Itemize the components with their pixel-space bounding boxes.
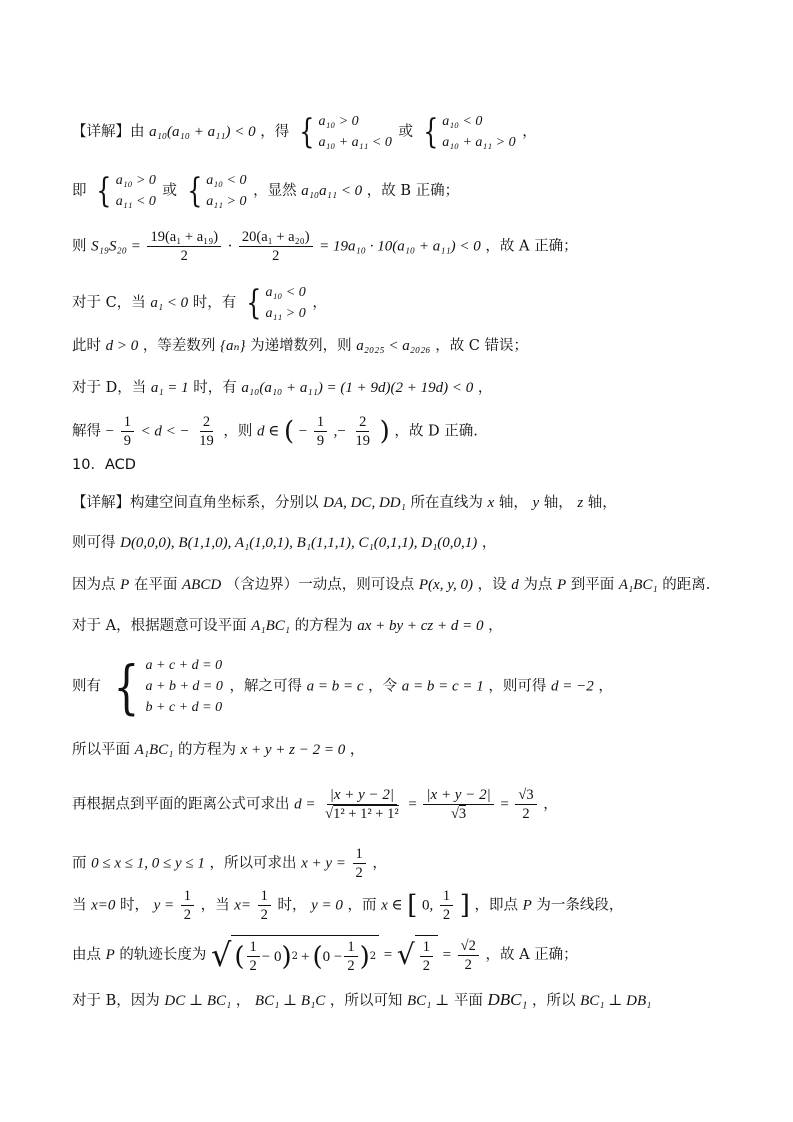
text: 所在直线为: [410, 495, 483, 511]
solution-line-5: [72, 336, 528, 356]
radicand: [415, 935, 438, 975]
text: 为递增数列，则: [250, 338, 352, 354]
math-expression: ABCD: [182, 577, 222, 593]
text: ，显然: [253, 183, 297, 199]
math-var: P: [556, 577, 567, 593]
left-paren: (: [283, 416, 295, 447]
denominator: 2: [249, 958, 257, 974]
text: ，故 C 错误；: [435, 338, 529, 354]
math-expression: x=: [234, 897, 251, 914]
case-row: a₁₁ < 0: [115, 194, 156, 209]
denominator: 19: [355, 433, 370, 449]
text: ，: [349, 742, 365, 758]
case-system: { a₁₀ < 0 a₁₁ > 0: [246, 283, 306, 323]
text: 到平面: [570, 577, 615, 593]
denominator: 2: [272, 248, 280, 264]
math-expression: A₁BC₁: [618, 577, 658, 593]
math-expression: BC₁ ⊥ DB₁: [580, 993, 652, 1009]
numerator: 2: [356, 413, 369, 432]
denominator: √1² + 1² + 1²: [325, 806, 399, 822]
radical-sign: √: [396, 938, 415, 971]
solution-line-9: [72, 493, 617, 513]
solution-line-19: [72, 990, 651, 1011]
detail-label: 【详解】构建空间直角坐标系，分别以: [72, 495, 319, 511]
numerator: 19(a₁ + a₁₉): [147, 228, 221, 247]
math-expression: DC ⊥ BC₁: [164, 993, 232, 1009]
math-expression: {aₙ}: [219, 338, 246, 354]
right-paren: ): [379, 416, 390, 447]
numerator: 1: [181, 887, 194, 906]
text: ，: [522, 124, 537, 140]
text: 则可得: [72, 535, 116, 551]
numerator: 1: [247, 938, 260, 957]
math-var: x: [487, 495, 495, 511]
text: （含边界）一动点，则可设点: [225, 577, 415, 593]
denominator: 19: [199, 433, 214, 449]
math-expression: a = b = c = 1: [401, 678, 484, 695]
text: ，所以: [532, 993, 576, 1009]
text: ，得: [260, 124, 290, 140]
text: 对于 C，当: [72, 295, 146, 311]
numerator: |x + y − 2|: [327, 786, 397, 805]
denominator: 2: [355, 865, 363, 881]
fraction: [147, 228, 221, 265]
text: ，而: [347, 897, 377, 914]
solution-line-4: [72, 282, 327, 324]
denominator: 2: [183, 907, 191, 923]
square-root: [211, 935, 379, 975]
text: ，: [235, 993, 251, 1009]
solution-line-12: [72, 616, 503, 636]
numerator: 1: [258, 887, 271, 906]
text: 的方程为: [294, 618, 353, 634]
math-expression: x=0: [91, 897, 116, 914]
denominator: 9: [123, 433, 131, 449]
fraction: [322, 786, 402, 823]
solution-line-6: [72, 378, 492, 398]
text: ，: [312, 295, 327, 311]
operator: =: [442, 947, 452, 963]
solution-line-13: [72, 652, 613, 721]
math-var: y: [532, 495, 540, 511]
math-expression: A₁BC₁: [251, 618, 290, 634]
fraction: [515, 786, 536, 823]
text: 轴，: [543, 495, 573, 511]
text: 或: [398, 124, 413, 140]
text: 的轨迹长度为: [119, 947, 207, 963]
math-expression: D(0,0,0), B(1,1,0), A₁(1,0,1), B₁(1,1,1), C₁(0,1,1), D₁(0,0,1): [120, 535, 478, 551]
case-row: a₁₁ > 0: [206, 194, 247, 209]
math-expression: ax + by + cz + d = 0: [357, 618, 484, 634]
text: ，所以可求出: [209, 855, 297, 872]
text: 为点: [523, 577, 553, 593]
text: 当: [72, 897, 87, 914]
math-expression: d =: [294, 796, 316, 813]
case-row: a₁₀ < 0: [442, 114, 483, 129]
math-expression: P(x, y, 0): [418, 577, 474, 593]
text: ，: [598, 678, 613, 695]
math-expression: < d < −: [140, 423, 190, 440]
denominator: 2: [347, 958, 355, 974]
math-expression: d ∈: [257, 423, 280, 440]
text: 时，: [277, 897, 307, 914]
math-expression: DA, DC, DD₁: [323, 495, 406, 511]
math-expression: x + y + z − 2 = 0: [240, 742, 346, 758]
numerator: 1: [353, 845, 366, 864]
fraction: [420, 938, 433, 975]
fraction: [344, 938, 357, 975]
math-expression: a₁₀a₁₁ < 0: [301, 183, 363, 199]
text: 在平面: [133, 577, 178, 593]
numerator: 1: [314, 413, 327, 432]
solution-line-10: [72, 533, 496, 553]
math-expression: a₁ = 1: [150, 380, 189, 396]
math-expression: a = b = c: [306, 678, 364, 695]
radicand: 3: [458, 806, 467, 822]
case-row: a + c + d = 0: [145, 658, 223, 673]
text: 为一条线段，: [536, 897, 624, 914]
text: 再根据点到平面的距离公式可求出: [72, 796, 290, 813]
math-expression: 0,: [421, 897, 434, 914]
text: 对于 B，因为: [72, 993, 160, 1009]
math-expression: d = −2: [550, 678, 594, 695]
text: 的方程为: [177, 742, 236, 758]
case-system: { a₁₀ < 0 a₁₀ + a₁₁ > 0: [422, 112, 516, 152]
solution-line-11: [72, 575, 710, 595]
math-expression: y =: [153, 897, 175, 914]
math-expression: x ∈: [381, 897, 403, 914]
numerator: 2: [200, 413, 213, 432]
case-system: { a₁₀ < 0 a₁₁ > 0: [186, 171, 247, 211]
operator: =: [383, 947, 393, 963]
case-row: b + c + d = 0: [145, 700, 223, 715]
text: 时，有: [192, 295, 237, 311]
solution-line-1: [72, 111, 537, 153]
text: 解得: [72, 423, 101, 440]
case-row: a₁₀ + a₁₁ < 0: [318, 135, 392, 150]
text: ，设: [477, 577, 507, 593]
case-row: a₁₀ < 0: [265, 285, 306, 300]
math-var: P: [120, 577, 130, 593]
denominator: 2: [180, 248, 188, 264]
math-expression: DBC₁: [487, 990, 528, 1009]
left-bracket: [: [407, 890, 418, 921]
case-row: a + b + d = 0: [145, 679, 223, 694]
answer-heading: 10．ACD: [72, 457, 136, 473]
denominator: √3: [450, 806, 467, 822]
solution-line-2: [72, 170, 459, 212]
case-system: { a + c + d = 0 a + b + d = 0 b + c + d = 0: [113, 652, 223, 721]
fraction: [239, 228, 313, 265]
text: ，等差数列: [142, 338, 216, 354]
text: 而: [72, 855, 87, 872]
solution-line-14: [72, 740, 364, 760]
text: ，: [488, 618, 503, 634]
denominator: 2: [442, 907, 451, 923]
fraction: [423, 786, 493, 823]
case-row: a₁₀ > 0: [115, 173, 156, 188]
radicand: ( $\frac{1}{2}$ − 0 ) 2 + ( 0 − $\frac{1}{2}$ ) 2: [231, 935, 379, 975]
operator: −: [105, 423, 115, 440]
numerator: |x + y − 2|: [423, 786, 493, 805]
denominator: 2: [464, 956, 472, 973]
solution-line-18: [72, 935, 578, 975]
text: 的距离.: [662, 577, 711, 593]
case-row: a₁₀ + a₁₁ > 0: [442, 135, 516, 150]
solution-line-3: [72, 228, 578, 265]
text: ，: [477, 380, 493, 396]
operator: =: [500, 796, 509, 813]
math-expression: a₁₀(a₁₀ + a₁₁) = (1 + 9d)(2 + 19d) < 0: [241, 380, 474, 396]
text: ，故 A 正确；: [485, 238, 578, 255]
operator: =: [408, 796, 417, 813]
denominator: 9: [316, 433, 325, 449]
text: 所以平面: [72, 742, 130, 758]
text: ，当: [200, 897, 230, 914]
solution-line-7: [72, 413, 478, 450]
solution-line-15: [72, 786, 558, 823]
square-root: [397, 935, 438, 975]
math-expression: 0 ≤ x ≤ 1, 0 ≤ y ≤ 1: [91, 855, 205, 872]
text: ，即点: [474, 897, 518, 914]
math-expression: a₁₀(a₁₀ + a₁₁) < 0: [149, 124, 256, 140]
math-expression: d > 0: [105, 338, 139, 354]
numerator: √3: [515, 786, 536, 805]
text: 对于 A，根据题意可设平面: [72, 618, 247, 634]
numerator: 1: [420, 938, 433, 957]
math-expression: y = 0: [311, 897, 343, 914]
fraction: [458, 937, 479, 974]
numerator: 1: [121, 413, 134, 432]
detail-label: 【详解】由: [72, 124, 145, 140]
fraction: [181, 887, 194, 924]
text: ，所以可知: [329, 993, 403, 1009]
text: ，: [481, 535, 497, 551]
fraction: [353, 413, 374, 450]
math-expression: a₂₀₂₅ < a₂₀₂₆: [356, 338, 431, 354]
math-var: d: [511, 577, 519, 593]
text: 或: [162, 183, 178, 199]
text: ，故 A 正确；: [485, 947, 578, 963]
radical-sign: √: [211, 936, 232, 974]
math-expression: BC₁ ⊥ B₁C: [254, 993, 326, 1009]
text: ，: [543, 796, 558, 813]
math-expression: BC₁ ⊥: [407, 993, 450, 1009]
case-row: a₁₁ > 0: [265, 306, 306, 321]
case-system: { a₁₀ > 0 a₁₁ < 0: [96, 171, 156, 211]
math-var: z: [577, 495, 584, 511]
text: 时，有: [193, 380, 237, 396]
text: 即: [72, 183, 87, 199]
case-row: a₁₀ < 0: [206, 173, 247, 188]
fraction: [247, 938, 260, 975]
numerator: 20(a₁ + a₂₀): [239, 228, 313, 247]
numerator: 1: [344, 938, 357, 957]
text: 平面: [453, 993, 483, 1009]
operator: −: [298, 423, 308, 440]
math-expression: 0 −: [322, 948, 343, 965]
text: ，令: [368, 678, 398, 695]
text: 对于 D，当: [72, 380, 147, 396]
denominator: 2: [422, 958, 430, 974]
math-expression: S₁₉S₂₀ =: [91, 238, 141, 255]
denominator: 2: [522, 806, 530, 822]
text: ，故 D 正确.: [394, 423, 478, 440]
text: ，则: [223, 423, 253, 440]
fraction: [196, 413, 217, 450]
fraction: [314, 413, 327, 450]
numerator: 1: [440, 887, 453, 906]
text: ，解之可得: [229, 678, 302, 695]
case-system: { a₁₀ > 0 a₁₀ + a₁₁ < 0: [299, 112, 392, 152]
text: 因为点: [72, 577, 116, 593]
denominator: 2: [260, 907, 268, 923]
solution-line-16: [72, 845, 387, 882]
math-expression: = 19a₁₀ · 10(a₁₀ + a₁₁) < 0: [319, 238, 481, 255]
operator: +: [301, 948, 310, 965]
text: 轴，: [498, 495, 528, 511]
solution-line-17: [72, 887, 623, 924]
math-expression: a₁ < 0: [150, 295, 189, 311]
fraction: [353, 845, 366, 882]
operator: ,−: [333, 423, 346, 440]
numerator: √2: [458, 937, 479, 956]
text: ，故 B 正确；: [366, 183, 460, 199]
math-var: P: [105, 947, 115, 963]
math-expression: A₁BC₁: [134, 742, 174, 758]
text: 则: [72, 238, 87, 255]
radicand: 1² + 1² + 1²: [333, 806, 399, 822]
question-number: [72, 455, 136, 475]
fraction: [440, 887, 453, 924]
right-bracket: ]: [459, 890, 470, 921]
text: 轴，: [587, 495, 617, 511]
case-row: a₁₀ > 0: [318, 114, 359, 129]
text: ，则可得: [488, 678, 547, 695]
text: 由点: [72, 947, 101, 963]
operator: ·: [227, 238, 233, 255]
math-var: P: [522, 897, 532, 914]
text: 时，: [120, 897, 149, 914]
math-expression: x + y =: [301, 855, 346, 872]
fraction: [121, 413, 134, 450]
fraction: [258, 887, 271, 924]
text: ，: [372, 855, 387, 872]
text: 此时: [72, 338, 101, 354]
math-expression: − 0: [261, 948, 282, 965]
text: 则有: [72, 678, 101, 695]
